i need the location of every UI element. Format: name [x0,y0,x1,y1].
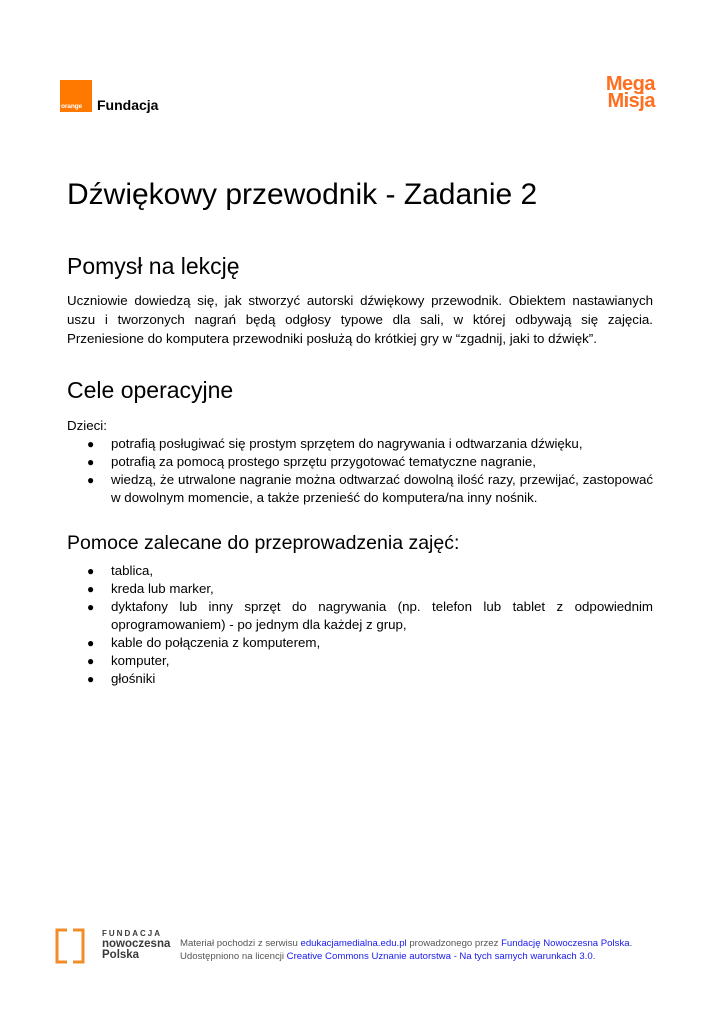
list-item-text: dyktafony lub inny sprzęt do nagrywania (np. telefon lub tablet z odpowiednim oprogramowaniem) - po jednym dla każdej z grup, [111,599,653,632]
goals-heading: Cele operacyjne [67,377,234,403]
footer-text: . [592,951,596,962]
bullet-icon: ● [87,437,95,451]
fnp-logo-line2: nowoczesna [102,938,171,950]
list-item [67,562,653,580]
footer-license [180,937,632,963]
bullet-icon: ● [87,473,95,487]
list-item-text: kreda lub marker, [111,581,214,596]
list-item-text: tablica, [111,563,154,578]
list-item [67,580,653,598]
aids-list [67,562,653,688]
footer-text: Materiał pochodzi z serwisu [180,938,301,949]
bracket-icon [55,928,85,964]
footer-text: prowadzonego przez [406,938,502,949]
bullet-icon: ● [87,654,95,668]
edukacjamedialna-link[interactable]: edukacjamedialna.edu.pl [300,938,407,949]
list-item [67,670,653,688]
bullet-icon: ● [87,672,95,686]
list-item-text: potrafią za pomocą prostego sprzętu przygotować tematyczne nagranie, [111,454,536,469]
list-item-text: wiedzą, że utrwalone nagranie można odtwarzać dowolną ilość razy, przewijać, zastopować w dowolnym momencie, a także przenieść do komputera/na inny nośnik. [111,472,653,505]
fundacja-nowoczesna-polska-logo [55,928,171,966]
list-item [67,634,653,652]
bullet-icon: ● [87,564,95,578]
fnp-logo-line3: Polska [102,949,140,961]
fundacja-link[interactable]: Fundację Nowoczesna Polska [501,938,630,949]
bullet-icon: ● [87,455,95,469]
list-item [67,598,653,634]
bullet-icon: ● [87,636,95,650]
orange-logo-text: orange [61,103,83,110]
megamisja-line1: Mega [605,73,655,95]
list-item-text: głośniki [111,671,156,686]
list-item [67,435,653,453]
footer-line2 [180,950,632,963]
list-item [67,471,653,507]
list-item-text: kable do połączenia z komputerem, [111,635,321,650]
license-link[interactable]: Creative Commons Uznanie autorstwa - Na tych samych warunkach 3.0 [286,951,593,962]
footer-text: . [629,938,633,949]
idea-paragraph: Uczniowie dowiedzą się, jak stworzyć autorski dźwiękowy przewodnik. Obiektem nastawianych uszu i tworzonych nagrań będą odgłosy typowe dla sali, w której odbywają się zajęcia. Przeniesione do komputera przewodniki posłużą do krótkiej gry w “zgadnij, jaki to dźwięk”. [67,293,653,346]
page-title: Dźwiękowy przewodnik - Zadanie 2 [67,178,538,211]
footer-line1 [180,937,632,950]
bullet-icon: ● [87,600,95,614]
list-item-text: komputer, [111,653,170,668]
idea-heading: Pomysł na lekcję [67,253,240,279]
list-item-text: potrafią posługiwać się prostym sprzętem do nagrywania i odtwarzania dźwięku, [111,436,583,451]
goals-list [67,435,653,507]
fnp-logo-line1: FUNDACJA [102,929,162,938]
list-item [67,652,653,670]
bullet-icon: ● [87,582,95,596]
aids-heading: Pomoce zalecane do przeprowadzenia zajęć: [67,532,460,554]
goals-intro: Dzieci: [67,418,107,433]
megamisja-logo [605,73,655,112]
fundacja-label: Fundacja [97,97,159,113]
footer-text: Udostępniono na licencji [180,951,287,962]
orange-logo [60,80,92,112]
list-item [67,453,653,471]
megamisja-line2: Misja [607,90,655,112]
